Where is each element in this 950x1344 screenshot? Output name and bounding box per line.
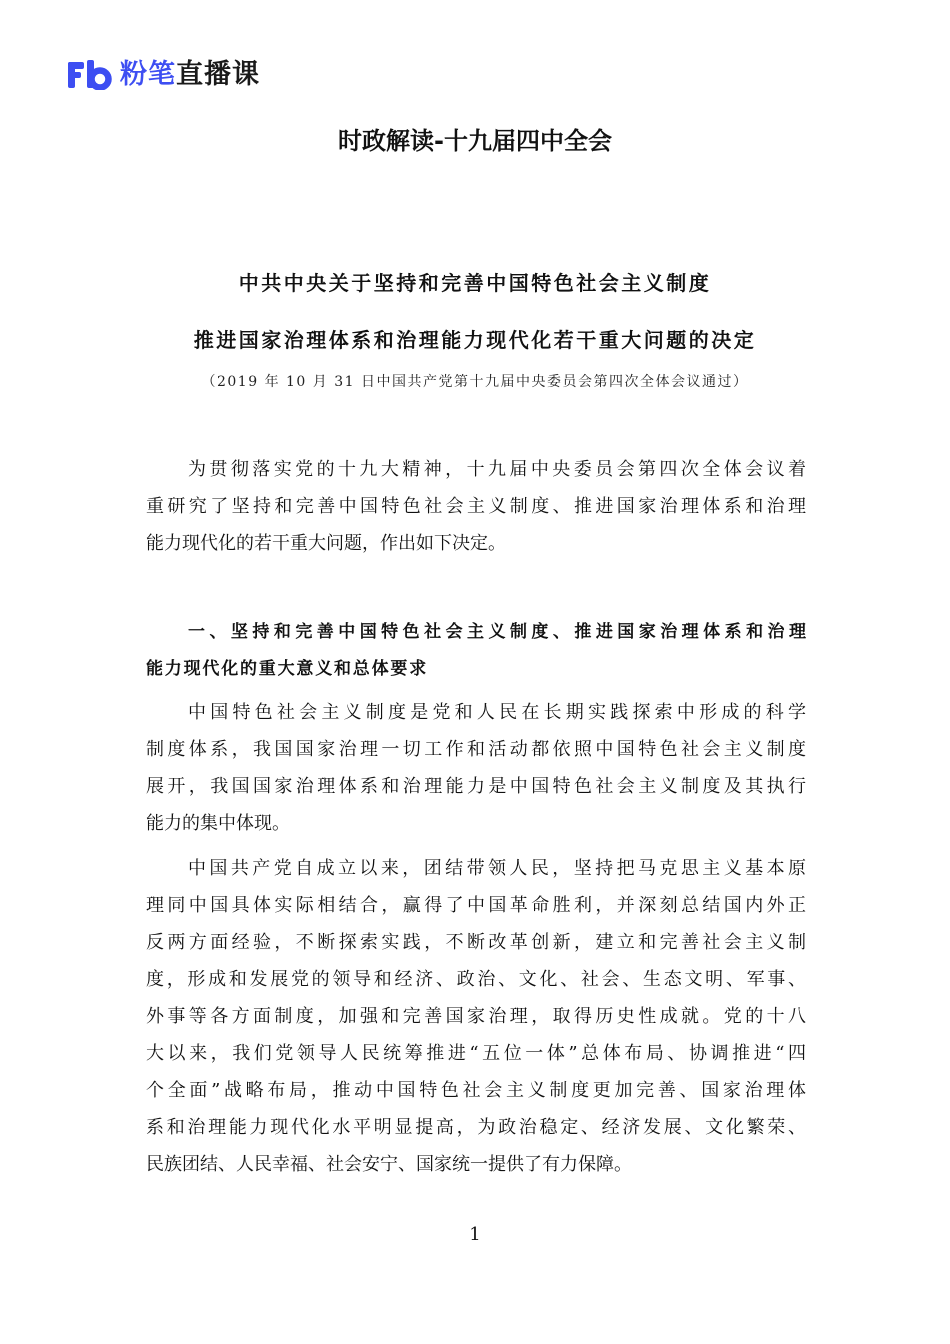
paragraph-line: 系和治理能力现代化水平明显提高，为政治稳定、经济发展、文化繁荣、	[146, 1117, 806, 1138]
paragraph-line: 中国特色社会主义制度是党和人民在长期实践探索中形成的科学	[188, 702, 806, 723]
paragraph-line: 个全面”战略布局，推动中国特色社会主义制度更加完善、国家治理体	[146, 1080, 806, 1101]
paragraph-line: 大以来，我们党领导人民统筹推进“五位一体”总体布局、协调推进“四	[146, 1043, 806, 1064]
intro-line: 能力现代化的若干重大问题，作出如下决定。	[146, 533, 506, 554]
document-title-line-1: 中共中央关于坚持和完善中国特色社会主义制度	[238, 271, 712, 295]
paragraph-line: 度，形成和发展党的领导和经济、政治、文化、社会、生态文明、军事、	[146, 969, 806, 990]
page-number: 1	[469, 1224, 481, 1245]
brand-logo	[68, 58, 260, 92]
fenbi-logo-icon	[68, 60, 112, 90]
paragraph-line: 能力的集中体现。	[146, 813, 290, 834]
intro-line: 重研究了坚持和完善中国特色社会主义制度、推进国家治理体系和治理	[146, 496, 806, 517]
logo-text	[120, 58, 260, 92]
paragraph-line: 理同中国具体实际相结合，赢得了中国革命胜利，并深刻总结国内外正	[146, 895, 806, 916]
logo-product-text: 直播课	[176, 59, 260, 90]
paragraph-line: 外事等各方面制度，加强和完善国家治理，取得历史性成就。党的十八	[146, 1006, 806, 1027]
section-heading-line: 能力现代化的重大意义和总体要求	[146, 659, 428, 679]
document-subtitle: （2019 年 10 月 31 日中国共产党第十九届中央委员会第四次全体会议通过）	[201, 374, 749, 390]
logo-brand-text: 粉笔	[120, 59, 176, 90]
paragraph-line: 反两方面经验，不断探索实践，不断改革创新，建立和完善社会主义制	[146, 932, 806, 953]
paragraph-line: 民族团结、人民幸福、社会安宁、国家统一提供了有力保障。	[146, 1154, 632, 1175]
section-heading-line: 一、坚持和完善中国特色社会主义制度、推进国家治理体系和治理	[188, 622, 806, 642]
paragraph-line: 制度体系，我国国家治理一切工作和活动都依照中国特色社会主义制度	[146, 739, 806, 760]
intro-line: 为贯彻落实党的十九大精神，十九届中央委员会第四次全体会议着	[188, 459, 806, 480]
page-title: 时政解读-十九届四中全会	[338, 127, 612, 155]
paragraph-line: 中国共产党自成立以来，团结带领人民，坚持把马克思主义基本原	[188, 858, 806, 879]
document-title-line-2: 推进国家治理体系和治理能力现代化若干重大问题的决定	[193, 328, 757, 352]
paragraph-line: 展开，我国国家治理体系和治理能力是中国特色社会主义制度及其执行	[146, 776, 806, 797]
